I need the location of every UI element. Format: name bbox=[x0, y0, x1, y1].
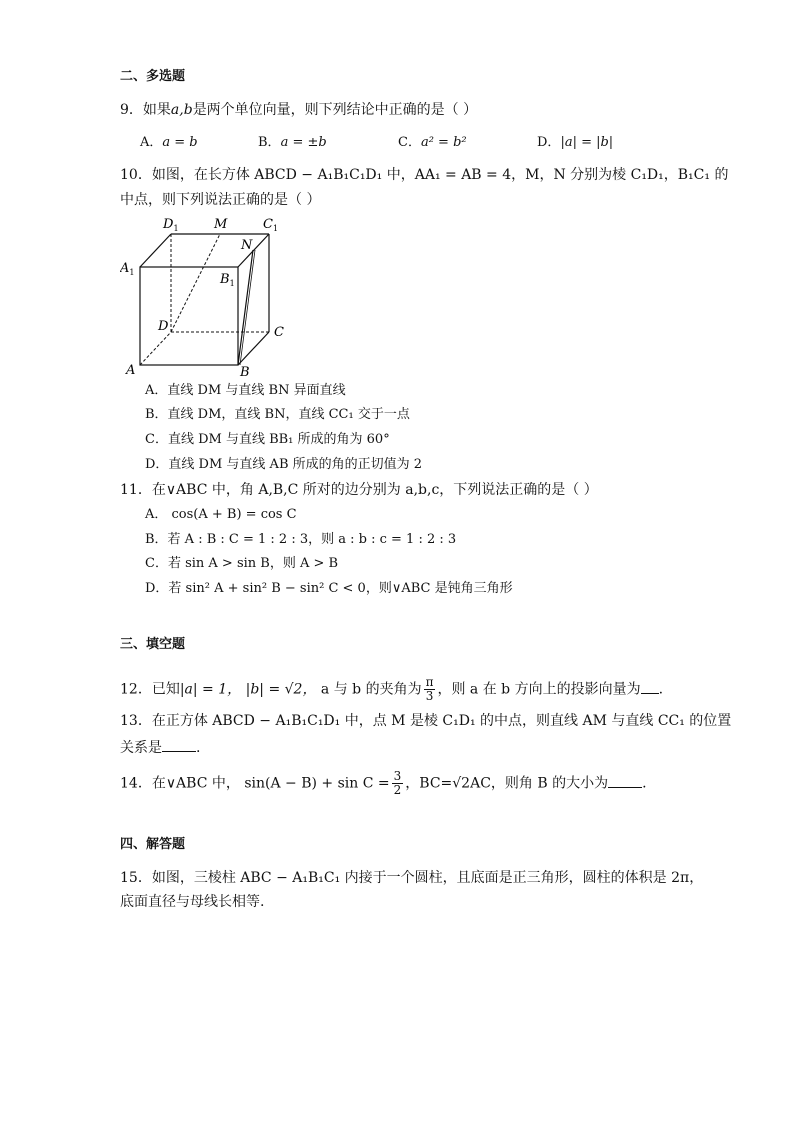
q9-option-c-label: C． bbox=[398, 135, 421, 150]
question-14 bbox=[120, 770, 647, 797]
q14-part-1: 14．在∨ABC 中， sin(A − B) + sin C = bbox=[120, 775, 390, 792]
q11-option-c: C．若 sin A > sin B，则 A > B bbox=[145, 556, 339, 571]
q9-option-b-expr: a = ±b bbox=[280, 135, 327, 150]
label-a1: $A_1$ bbox=[120, 261, 135, 277]
section-heading-fill-in: 三、填空题 bbox=[120, 637, 186, 652]
q9-option-d bbox=[537, 134, 613, 152]
section-heading-solutions: 四、解答题 bbox=[120, 837, 186, 852]
q9-option-a bbox=[140, 134, 198, 152]
q12-fraction: $\frac{\pi}{3}$ bbox=[425, 675, 434, 703]
label-c: C bbox=[274, 325, 284, 340]
label-d: D bbox=[158, 319, 169, 334]
q11-option-a: A． cos(A + B) = cos C bbox=[145, 507, 297, 522]
q14-answer-blank[interactable] bbox=[608, 773, 642, 788]
q12-a-abs: |a| = 1， bbox=[179, 681, 242, 698]
label-b: B bbox=[240, 365, 250, 377]
q12-part-2: a 与 b 的夹角为 bbox=[320, 681, 422, 698]
question-9-stem bbox=[120, 101, 477, 119]
q14-end: . bbox=[642, 775, 647, 792]
segment-dm bbox=[171, 234, 220, 332]
q14-fraction: $\frac{3}{2}$ bbox=[393, 769, 402, 797]
label-d1: $D_1$ bbox=[163, 217, 179, 233]
segment-bn-shadow bbox=[240, 250, 255, 365]
q9-stem-tail: 是两个单位向量，则下列结论中正确的是（ ） bbox=[192, 102, 478, 118]
q13-end: . bbox=[196, 740, 201, 756]
q9-vars: a,b bbox=[170, 102, 193, 118]
q13-answer-blank[interactable] bbox=[162, 737, 196, 752]
section-heading-multiple-choice: 二、多选题 bbox=[120, 69, 186, 84]
q14-part-2: ，BC=√2AC，则角 B 的大小为 bbox=[405, 775, 609, 792]
q9-option-c-expr: a² = b² bbox=[420, 135, 467, 150]
q10-option-d: D．直线 DM 与直线 AB 所成的角的正切值为 2 bbox=[145, 457, 423, 472]
question-10-line-2: 中点，则下列说法正确的是（ ） bbox=[120, 192, 321, 208]
edge-a-d-hidden bbox=[140, 332, 171, 365]
label-m: M bbox=[214, 217, 228, 232]
question-15-line-1: 15．如图，三棱柱 ABC − A₁B₁C₁ 内接于一个圆柱，且底面是正三角形，圆柱的体积是 2π， bbox=[120, 870, 704, 886]
q9-option-a-expr: a = b bbox=[162, 135, 198, 150]
q9-option-b-label: B． bbox=[258, 135, 281, 150]
question-13-line-2 bbox=[120, 737, 200, 757]
cuboid-figure bbox=[120, 212, 300, 377]
q9-option-d-expr: |a| = |b| bbox=[560, 135, 614, 150]
label-a: A bbox=[126, 363, 136, 377]
question-12 bbox=[120, 676, 663, 703]
q9-stem-head: 9．如果 bbox=[120, 102, 171, 118]
q13-line-2-text: 关系是 bbox=[120, 740, 162, 756]
q10-option-c: C．直线 DM 与直线 BB₁ 所成的角为 60° bbox=[145, 432, 390, 447]
label-n: N bbox=[241, 238, 253, 253]
q9-option-b bbox=[258, 134, 327, 152]
q10-option-b: B．直线 DM，直线 BN，直线 CC₁ 交于一点 bbox=[145, 407, 410, 422]
edge-b-c bbox=[238, 332, 269, 365]
q12-answer-blank[interactable] bbox=[641, 679, 659, 694]
q10-option-a: A．直线 DM 与直线 BN 异面直线 bbox=[145, 383, 346, 398]
q11-option-d: D．若 sin² A + sin² B − sin² C < 0，则∨ABC 是钝角三角形 bbox=[145, 581, 513, 596]
q11-option-b: B．若 A : B : C = 1 : 2 : 3，则 a : b : c = 1 : 2 : 3 bbox=[145, 532, 457, 547]
q12-b-abs: |b| = √2， bbox=[245, 681, 317, 698]
q9-option-a-label: A． bbox=[140, 135, 163, 150]
q12-end: . bbox=[658, 681, 664, 698]
label-b1: $B_1$ bbox=[220, 272, 235, 288]
q12-part-3: ，则 a 在 b 方向上的投影向量为 bbox=[437, 681, 641, 698]
q12-part-1: 12．已知 bbox=[120, 681, 180, 698]
question-15-line-2: 底面直径与母线长相等. bbox=[120, 894, 265, 910]
q9-option-d-label: D． bbox=[537, 135, 561, 150]
q9-option-c bbox=[398, 134, 467, 152]
segment-bn bbox=[238, 250, 253, 365]
label-c1: $C_1$ bbox=[263, 217, 279, 233]
question-10-line-1: 10．如图，在长方体 ABCD − A₁B₁C₁D₁ 中，AA₁ = AB = 4，M，N 分别为棱 C₁D₁，B₁C₁ 的 bbox=[120, 167, 729, 183]
question-11-stem: 11．在∨ABC 中，角 A,B,C 所对的边分别为 a,b,c，下列说法正确的是（ ） bbox=[120, 482, 598, 498]
question-13-line-1: 13．在正方体 ABCD − A₁B₁C₁D₁ 中，点 M 是棱 C₁D₁ 的中点，则直线 AM 与直线 CC₁ 的位置 bbox=[120, 713, 732, 729]
edge-a1-d1 bbox=[140, 234, 171, 267]
